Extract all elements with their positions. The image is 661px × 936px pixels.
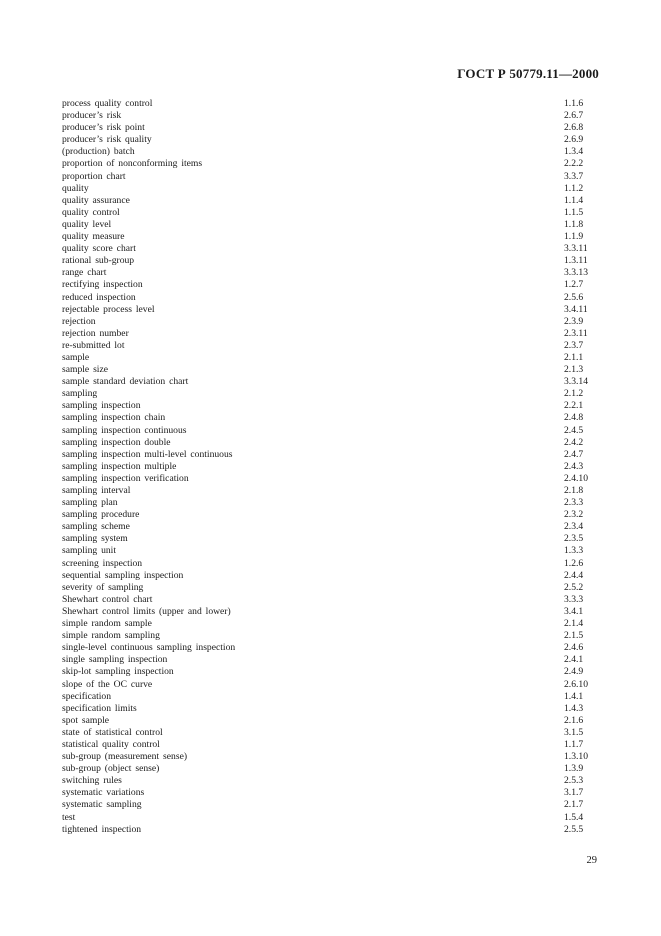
index-term: sampling inspection verification [62,472,189,484]
index-reference: 2.6.7 [564,110,584,122]
index-term: quality level [62,218,112,230]
index-entry [62,570,594,582]
index-entry [62,763,594,775]
index-reference: 1.3.4 [564,146,584,158]
index-reference: 2.4.7 [564,448,584,460]
index-entry [62,582,594,594]
index-reference: 2.1.3 [564,364,584,376]
index-entry [62,449,594,461]
index-entry [62,558,594,570]
index-reference: 2.2.1 [564,400,584,412]
index-entry [62,533,594,545]
index-term: sampling inspection multiple [62,460,177,472]
index-term: single-level continuous sampling inspection [62,642,236,654]
index-entry [62,715,594,727]
index-reference: 3.4.1 [564,605,584,617]
index-reference: 2.3.11 [564,327,588,339]
index-entry [62,316,594,328]
index-entry [62,267,594,279]
index-reference: 2.1.6 [564,714,584,726]
index-entry [62,171,594,183]
index-reference: 3.3.14 [564,376,588,388]
index-reference: 2.4.2 [564,436,584,448]
index-reference: 2.3.2 [564,509,584,521]
index-term: sub-group (object sense) [62,763,160,775]
index-term: switching rules [62,775,122,787]
index-entry [62,146,594,158]
index-term: sampling plan [62,497,118,509]
index-reference: 2.3.5 [564,533,584,545]
index-reference: 1.1.6 [564,98,584,109]
index-reference: 1.3.9 [564,763,584,775]
index-reference: 1.1.8 [564,218,584,230]
index-entry [62,243,594,255]
index-term: sampling inspection multi-level continuous [62,448,233,460]
index-reference: 2.4.3 [564,460,584,472]
index-reference: 1.2.6 [564,557,584,569]
index-reference: 2.4.6 [564,642,584,654]
index-term: rejection number [62,327,129,339]
index-reference: 2.3.4 [564,521,584,533]
index-term: process quality control [62,98,153,109]
index-reference: 3.3.3 [564,593,584,605]
index-reference: 1.3.10 [564,751,588,763]
index-reference: 1.5.4 [564,811,584,823]
index-reference: 2.4.1 [564,654,584,666]
index-entry [62,473,594,485]
index-reference: 2.1.5 [564,630,584,642]
index-term: sampling inspection chain [62,412,166,424]
index-term: sampling inspection double [62,436,171,448]
index-term: Shewhart control limits (upper and lower) [62,605,231,617]
index-entry [62,497,594,509]
index-reference: 3.3.13 [564,267,588,279]
index-term: sampling scheme [62,521,130,533]
index-term: quality score chart [62,243,136,255]
index-entry [62,134,594,146]
index-entry [62,412,594,424]
index-term: systematic variations [62,787,145,799]
index-entry [62,666,594,678]
index-entry [62,775,594,787]
index-entry [62,703,594,715]
index-reference: 3.4.11 [564,303,588,315]
index-term: single sampling inspection [62,654,168,666]
index-reference: 1.1.5 [564,206,584,218]
index-entry [62,509,594,521]
index-reference: 1.1.9 [564,231,584,243]
index-reference: 2.5.5 [564,823,584,835]
index-term: sampling [62,388,98,400]
index-term: screening inspection [62,557,143,569]
index-entry [62,461,594,473]
index-entry [62,388,594,400]
index-entry [62,195,594,207]
index-reference: 2.3.9 [564,315,584,327]
index-entry [62,751,594,763]
index-term: sub-group (measurement sense) [62,751,188,763]
index-entry [62,279,594,291]
index-reference: 1.3.3 [564,545,584,557]
index-term: sample size [62,364,108,376]
index-entry [62,545,594,557]
index-entry [62,231,594,243]
index-reference: 3.1.7 [564,787,584,799]
index-entry [62,812,594,824]
index-reference: 2.4.9 [564,666,584,678]
index-reference: 1.1.2 [564,182,584,194]
index-reference: 2.3.7 [564,339,584,351]
index-reference: 3.1.5 [564,726,584,738]
index-reference: 2.6.10 [564,678,588,690]
index-term: sampling interval [62,485,131,496]
index-entry [62,425,594,437]
index-entry [62,292,594,304]
term-index-list [62,98,594,836]
index-entry [62,799,594,811]
index-term: sample standard deviation chart [62,376,189,388]
index-term: rectifying inspection [62,279,143,291]
index-reference: 1.1.7 [564,738,584,750]
index-reference: 2.6.8 [564,122,584,134]
index-term: rational sub-group [62,255,135,267]
index-term: sampling inspection continuous [62,424,187,436]
index-entry [62,122,594,134]
index-term: sample [62,351,90,363]
index-term: sampling system [62,533,128,545]
index-entry [62,158,594,170]
index-reference: 2.4.8 [564,412,584,424]
index-reference: 1.4.3 [564,702,584,714]
index-term: spot sample [62,714,110,726]
document-header: ГОСТ Р 50779.11—2000 [457,66,599,81]
index-entry [62,364,594,376]
index-term: quality assurance [62,194,130,206]
index-entry [62,485,594,497]
index-term: specification [62,690,112,702]
index-term: state of statistical control [62,726,163,738]
index-term: (production) batch [62,146,135,158]
index-reference: 2.5.3 [564,775,584,787]
index-term: producer’s risk quality [62,134,152,146]
index-term: reduced inspection [62,291,136,303]
index-reference: 1.4.1 [564,690,584,702]
index-reference: 2.1.8 [564,485,584,496]
index-entry [62,679,594,691]
index-term: proportion of nonconforming items [62,158,203,170]
index-reference: 3.3.11 [564,243,588,255]
index-reference: 2.1.7 [564,799,584,811]
index-term: rejectable process level [62,303,155,315]
index-reference: 1.3.11 [564,255,588,267]
index-term: Shewhart control chart [62,593,153,605]
index-entry [62,606,594,618]
index-reference: 1.1.4 [564,194,584,206]
index-entry [62,824,594,836]
page-number: 29 [586,855,597,866]
index-entry [62,691,594,703]
index-term: statistical quality control [62,738,160,750]
index-entry [62,739,594,751]
index-entry [62,727,594,739]
index-term: producer’s risk [62,110,122,122]
index-term: systematic sampling [62,799,142,811]
index-reference: 2.1.4 [564,618,584,630]
index-term: skip-lot sampling inspection [62,666,174,678]
index-reference: 3.3.7 [564,170,584,182]
index-entry [62,352,594,364]
index-reference: 2.5.2 [564,581,584,593]
index-term: test [62,811,76,823]
index-entry [62,787,594,799]
index-entry [62,219,594,231]
index-entry [62,654,594,666]
index-reference: 2.6.9 [564,134,584,146]
index-term: producer’s risk point [62,122,145,134]
index-entry [62,183,594,195]
index-entry [62,376,594,388]
index-term: specification limits [62,702,137,714]
index-entry [62,207,594,219]
index-term: severity of sampling [62,581,144,593]
index-term: re-submitted lot [62,339,125,351]
index-term: sequential sampling inspection [62,569,184,581]
index-entry [62,521,594,533]
index-reference: 2.5.6 [564,291,584,303]
index-term: slope of the OC curve [62,678,153,690]
index-term: rejection [62,315,96,327]
index-entry [62,630,594,642]
index-reference: 2.4.4 [564,569,584,581]
index-entry [62,618,594,630]
index-term: quality [62,182,89,194]
index-entry [62,400,594,412]
index-term: tightened inspection [62,823,142,835]
index-entry [62,594,594,606]
index-term: quality measure [62,231,125,243]
index-reference: 2.1.1 [564,351,584,363]
index-reference: 2.4.10 [564,472,588,484]
index-term: sampling unit [62,545,116,557]
index-reference: 2.3.3 [564,497,584,509]
index-reference: 1.2.7 [564,279,584,291]
index-term: proportion chart [62,170,126,182]
index-entry [62,340,594,352]
index-entry [62,98,594,110]
index-entry [62,642,594,654]
index-entry [62,437,594,449]
index-entry [62,304,594,316]
index-term: simple random sampling [62,630,160,642]
index-entry [62,328,594,340]
index-term: quality control [62,206,120,218]
index-reference: 2.4.5 [564,424,584,436]
index-term: range chart [62,267,107,279]
index-reference: 2.2.2 [564,158,584,170]
index-reference: 2.1.2 [564,388,584,400]
index-term: sampling inspection [62,400,141,412]
index-entry [62,255,594,267]
index-entry [62,110,594,122]
index-term: sampling procedure [62,509,140,521]
index-term: simple random sample [62,618,152,630]
